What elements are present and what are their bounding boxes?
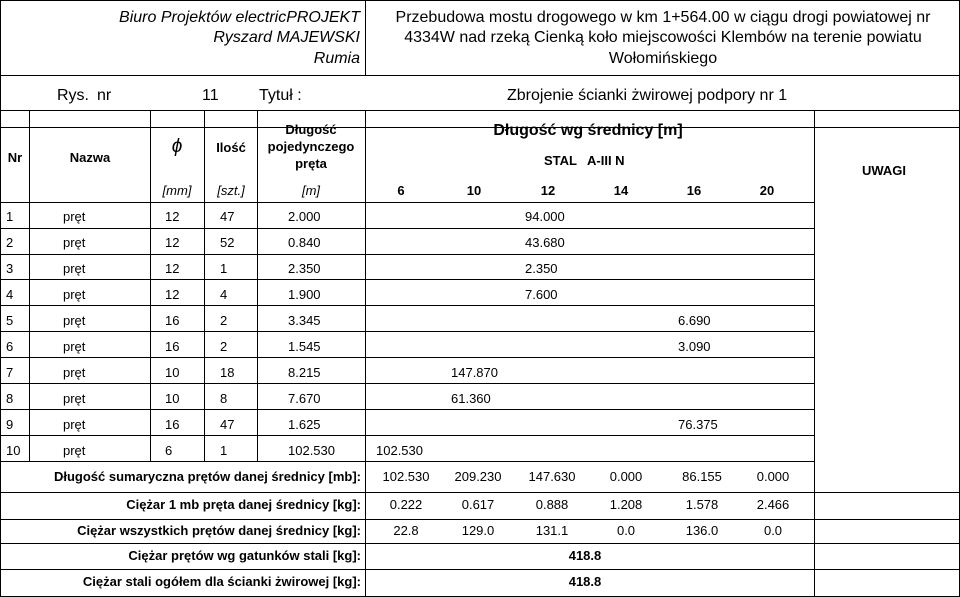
diameter-header-12: 12 [540, 183, 556, 198]
summary-line [0, 492, 960, 493]
cell-phi: 12 [165, 261, 180, 276]
col-line [257, 110, 258, 461]
cell-phi: 6 [165, 443, 173, 458]
summary-total-weight-value: 0.0 [616, 523, 636, 538]
cell-name: pręt [63, 417, 86, 432]
cell-qty: 47 [220, 209, 235, 224]
col-line [29, 110, 30, 461]
cell-qty: 1 [220, 443, 228, 458]
row-line [0, 279, 814, 280]
cell-d12: 94.000 [525, 209, 565, 224]
cell-nr: 10 [6, 443, 21, 458]
diameter-header-10: 10 [466, 183, 482, 198]
drawing-rys-label: Rys. [57, 87, 89, 104]
col-header-phi: ϕ [171, 136, 183, 157]
cell-phi: 16 [165, 417, 180, 432]
drawing-number: 11 [202, 87, 219, 104]
summary-overall-label: Ciężar stali ogółem dla ścianki żwirowej [kg]: [82, 574, 361, 589]
cell-d16: 6.690 [678, 313, 711, 328]
unit-mm: [mm] [162, 183, 192, 198]
cell-name: pręt [63, 443, 86, 458]
row-line [0, 409, 814, 410]
cell-d12: 43.680 [525, 235, 565, 250]
cell-len: 1.900 [288, 287, 321, 302]
cell-d10: 147.870 [451, 365, 498, 380]
title-divider [365, 0, 366, 76]
unit-szt: [szt.] [217, 183, 245, 198]
cell-qty: 2 [220, 339, 228, 354]
diameter-header-14: 14 [613, 183, 629, 198]
project-line-2: 4334W nad rzeką Cienką koło miejscowości Klembów na terenie powiatu [404, 29, 922, 46]
cell-phi: 12 [165, 287, 180, 302]
cell-qty: 52 [220, 235, 235, 250]
cell-len: 1.625 [288, 417, 321, 432]
company-name: Biuro Projektów electricPROJEKT [119, 9, 360, 26]
diameter-header-6: 6 [397, 183, 405, 198]
cell-name: pręt [63, 313, 86, 328]
cell-phi: 16 [165, 313, 180, 328]
summary-total-weight-value: 0.0 [763, 523, 783, 538]
diameter-header-16: 16 [686, 183, 702, 198]
cell-name: pręt [63, 235, 86, 250]
cell-qty: 2 [220, 313, 228, 328]
cell-nr: 9 [6, 417, 14, 432]
summary-sum-label: Długość sumaryczna prętów danej średnicy [mb]: [53, 469, 361, 484]
cell-len: 8.215 [288, 365, 321, 380]
title-separator [0, 75, 960, 76]
cell-d16: 76.375 [678, 417, 718, 432]
cell-nr: 6 [6, 339, 14, 354]
summary-overall-value: 418.8 [568, 574, 602, 589]
cell-name: pręt [63, 287, 86, 302]
summary-unit-weight-value: 1.578 [685, 497, 719, 512]
summary-unit-weight-value: 0.888 [535, 497, 569, 512]
cell-d6: 102.530 [376, 443, 423, 458]
header-unit-line [0, 202, 814, 203]
summary-line [0, 569, 960, 570]
col-header-steel: STAL [544, 153, 577, 168]
summary-sum-value: 86.155 [682, 469, 722, 484]
company-city: Rumia [313, 50, 360, 67]
col-header-name: Nazwa [69, 150, 111, 165]
summary-total-weight-label: Ciężar wszystkich prętów danej średnicy [kg]: [77, 523, 361, 538]
summary-unit-weight-value: 0.617 [461, 497, 495, 512]
summary-sum-value: 209.230 [454, 469, 502, 484]
cell-name: pręt [63, 209, 86, 224]
cell-nr: 5 [6, 313, 14, 328]
col-header-length-2: pojedynczego [267, 139, 355, 154]
cell-qty: 1 [220, 261, 228, 276]
row-line [0, 305, 814, 306]
cell-d12: 7.600 [525, 287, 558, 302]
cell-len: 0.840 [288, 235, 321, 250]
summary-unit-weight-label: Ciężar 1 mb pręta danej średnicy [kg]: [126, 497, 361, 512]
row-line [0, 357, 814, 358]
cell-nr: 8 [6, 391, 14, 406]
project-line-3: Wołomińskiego [608, 50, 718, 67]
cell-d10: 61.360 [451, 391, 491, 406]
cell-len: 102.530 [288, 443, 335, 458]
col-header-steel-grade: A-III N [587, 153, 625, 168]
unit-m: [m] [301, 183, 321, 198]
cell-len: 2.350 [288, 261, 321, 276]
drawing-title-label: Tytuł : [259, 87, 302, 104]
project-line-1: Przebudowa mostu drogowego w km 1+564.00 w ciągu drogi powiatowej nr [395, 9, 931, 26]
cell-d12: 2.350 [525, 261, 558, 276]
cell-name: pręt [63, 391, 86, 406]
col-header-remarks: UWAGI [861, 163, 907, 178]
summary-unit-weight-value: 2.466 [756, 497, 790, 512]
col-line [204, 110, 205, 461]
cell-qty: 18 [220, 365, 235, 380]
company-person: Ryszard MAJEWSKI [213, 29, 360, 46]
row-line [0, 461, 814, 462]
summary-sum-value: 102.530 [382, 469, 430, 484]
cell-phi: 16 [165, 339, 180, 354]
summary-total-weight-value: 131.1 [535, 523, 569, 538]
summary-sum-value: 147.630 [528, 469, 576, 484]
summary-line [0, 543, 960, 544]
cell-phi: 12 [165, 209, 180, 224]
cell-len: 7.670 [288, 391, 321, 406]
row-line [0, 435, 814, 436]
row-line [0, 254, 814, 255]
row-line [0, 228, 814, 229]
col-header-nr: Nr [7, 150, 23, 165]
cell-nr: 2 [6, 235, 14, 250]
cell-nr: 1 [6, 209, 14, 224]
cell-len: 2.000 [288, 209, 321, 224]
drawing-nr-label: nr [97, 87, 112, 104]
col-line [150, 110, 151, 461]
cell-qty: 4 [220, 287, 228, 302]
cell-phi: 10 [165, 365, 180, 380]
summary-grade-value: 418.8 [568, 548, 602, 563]
col-header-length-1: Długość [285, 122, 337, 137]
diameter-header-20: 20 [759, 183, 775, 198]
cell-len: 1.545 [288, 339, 321, 354]
cell-nr: 3 [6, 261, 14, 276]
summary-line [0, 519, 960, 520]
cell-phi: 10 [165, 391, 180, 406]
cell-d16: 3.090 [678, 339, 711, 354]
col-header-length-3: pręta [295, 156, 327, 171]
cell-name: pręt [63, 261, 86, 276]
cell-len: 3.345 [288, 313, 321, 328]
cell-nr: 7 [6, 365, 14, 380]
cell-name: pręt [63, 339, 86, 354]
summary-total-weight-value: 129.0 [461, 523, 495, 538]
summary-unit-weight-value: 0.222 [389, 497, 423, 512]
cell-phi: 12 [165, 235, 180, 250]
col-line [814, 110, 815, 597]
row-line [0, 331, 814, 332]
summary-total-weight-value: 22.8 [393, 523, 419, 538]
summary-sum-value: 0.000 [609, 469, 643, 484]
cell-qty: 8 [220, 391, 228, 406]
summary-sum-value: 0.000 [756, 469, 790, 484]
summary-unit-weight-value: 1.208 [609, 497, 643, 512]
col-header-qty: Ilość [216, 140, 246, 155]
drawing-title: Zbrojenie ścianki żwirowej podpory nr 1 [507, 87, 788, 104]
summary-total-weight-value: 136.0 [685, 523, 719, 538]
row-line [0, 383, 814, 384]
cell-nr: 4 [6, 287, 14, 302]
summary-grade-label: Ciężar prętów wg gatunków stali [kg]: [128, 548, 361, 563]
col-header-by-diameter: Długość wg średnicy [m] [493, 122, 683, 139]
cell-qty: 47 [220, 417, 235, 432]
col-line [365, 110, 366, 597]
cell-name: pręt [63, 365, 86, 380]
